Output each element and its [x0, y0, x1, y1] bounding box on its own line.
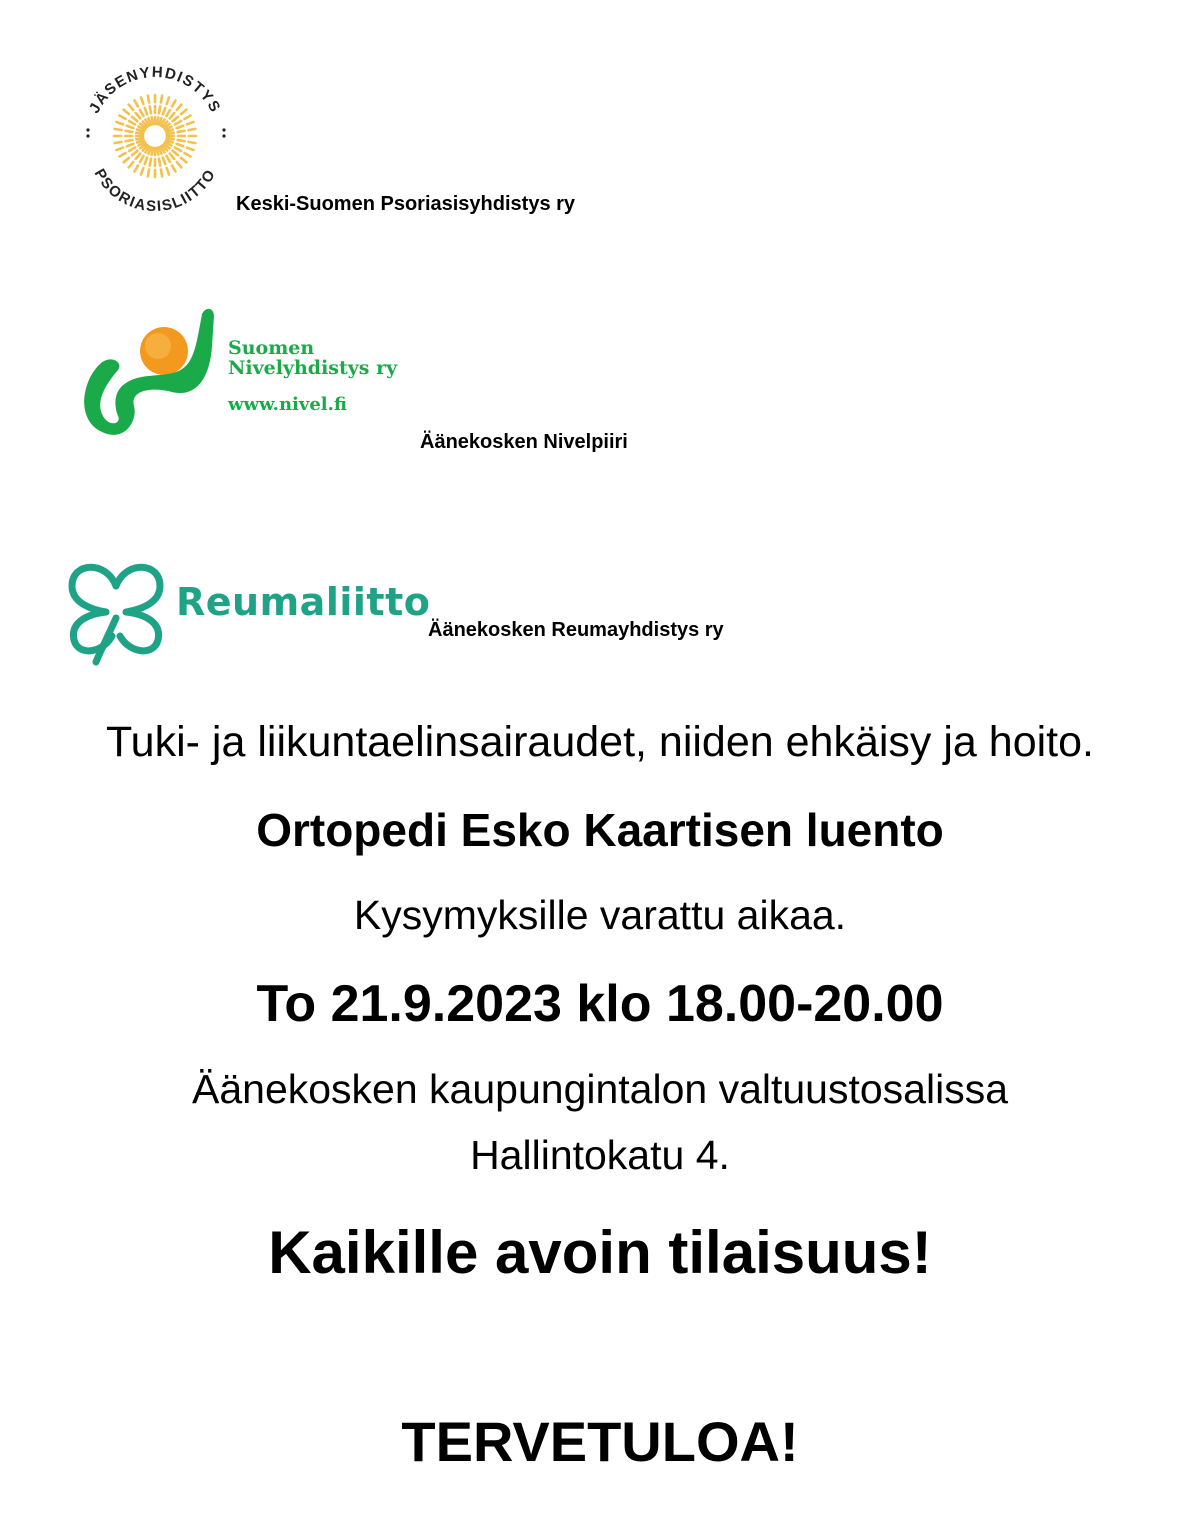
sun-ray — [119, 116, 125, 120]
sun-ray — [119, 153, 125, 157]
sun-ray — [170, 113, 175, 118]
sun-ray — [167, 168, 169, 175]
sun-ray — [145, 158, 147, 165]
sun-ray — [172, 165, 176, 171]
sun-ray — [129, 162, 134, 167]
sun-ray — [167, 97, 169, 104]
sun-ray — [175, 148, 181, 152]
sun-ray — [181, 110, 186, 115]
figure-icon — [84, 309, 214, 435]
sun-ray — [173, 151, 178, 156]
sun-ray — [167, 156, 171, 162]
sun-ray — [187, 122, 194, 124]
sun-icon — [114, 95, 196, 177]
location-line-2: Hallintokatu 4. — [470, 1132, 730, 1178]
psoriasis-org-label: Keski-Suomen Psoriasisyhdistys ry — [236, 193, 576, 215]
sun-ray — [163, 108, 165, 115]
sun-ray — [175, 121, 181, 125]
sun-ray — [136, 138, 143, 139]
nivel-org-label: Äänekosken Nivelpiiri — [420, 431, 628, 453]
sun-ray — [141, 168, 143, 175]
questions-note: Kysymyksille varattu aikaa. — [353, 892, 847, 938]
sun-ray — [188, 142, 195, 143]
sun-ray — [173, 117, 178, 122]
sun-ray — [135, 100, 139, 106]
sun-ray — [127, 126, 134, 128]
nivel-logo-line2: Nivelyhdistys ry — [228, 357, 398, 379]
sun-ray — [181, 158, 186, 163]
sun-ray — [116, 122, 123, 124]
sun-ray — [188, 129, 195, 130]
sun-ray — [187, 148, 194, 150]
sun-ray — [136, 133, 143, 134]
sun-ray — [124, 158, 129, 163]
sun-ray — [157, 148, 158, 155]
open-event-text: Kaikille avoin tilaisuus! — [268, 1219, 932, 1286]
sun-ray — [136, 154, 141, 159]
reumaliitto-logo — [66, 556, 166, 668]
sun-ray — [140, 110, 144, 116]
sun-ray — [177, 162, 182, 167]
sun-ray — [167, 133, 174, 134]
nivel-logo-line1: Suomen — [228, 337, 315, 359]
sun-ray — [148, 169, 149, 176]
sun-ray — [115, 129, 122, 130]
sun-ray — [127, 144, 134, 146]
sun-ray — [177, 126, 184, 128]
nivelyhdistys-logo — [78, 306, 228, 451]
event-datetime: To 21.9.2023 klo 18.00-20.00 — [256, 975, 944, 1033]
sun-ray — [177, 105, 182, 110]
sun-ray — [129, 121, 135, 125]
sun-ray — [177, 144, 184, 146]
sun-ray — [125, 131, 132, 132]
sun-ray — [115, 142, 122, 143]
sun-ray — [167, 110, 171, 116]
sun-ray — [159, 159, 160, 166]
sun-ray — [159, 106, 160, 113]
sun-ray — [163, 158, 165, 165]
reuma-org-label: Äänekosken Reumayhdistys ry — [428, 619, 724, 641]
sun-ray — [141, 97, 143, 104]
nivel-logo-url: www.nivel.fi — [228, 394, 347, 415]
sun-ray — [129, 105, 134, 110]
sun-ray — [152, 148, 153, 155]
sun-ray — [172, 100, 176, 106]
sun-ray — [148, 96, 149, 103]
sun-ray — [178, 131, 185, 132]
subtitle: Tuki- ja liikuntaelinsairaudet, niiden ehkäisy ja hoito. — [106, 718, 1094, 766]
sun-ray — [184, 153, 190, 157]
sun-ray — [124, 110, 129, 115]
sun-ray — [135, 165, 139, 171]
sun-ray — [161, 96, 162, 103]
sun-ray — [116, 148, 123, 150]
sun-ray — [150, 106, 151, 113]
sun-ray — [150, 159, 151, 166]
location-line-1: Äänekosken kaupungintalon valtuustosalissa — [192, 1066, 1008, 1112]
sun-ray — [132, 117, 137, 122]
sun-ray — [145, 108, 147, 115]
psoriasisliitto-logo — [70, 60, 240, 220]
sun-ray — [170, 154, 175, 159]
sun-ray — [152, 117, 153, 124]
sun-ray — [125, 140, 132, 141]
sun-ray — [136, 113, 141, 118]
logo-bottom-text: PSORIASISLIITTO — [90, 165, 220, 216]
welcome-text: TERVETULOA! — [401, 1410, 799, 1473]
reuma-logo-word: Reumaliitto — [176, 580, 431, 624]
sun-ray — [178, 140, 185, 141]
sun-ray — [161, 169, 162, 176]
clover-icon — [72, 567, 160, 662]
sun-ray — [184, 116, 190, 120]
sun-ray — [132, 151, 137, 156]
sun-ray — [129, 148, 135, 152]
sun-ray — [140, 156, 144, 162]
logo-top-text: JÄSENYHDISTYS — [85, 63, 225, 117]
page-title: Ortopedi Esko Kaartisen luento — [256, 804, 944, 856]
sun-ray — [167, 138, 174, 139]
sun-ray — [157, 117, 158, 124]
